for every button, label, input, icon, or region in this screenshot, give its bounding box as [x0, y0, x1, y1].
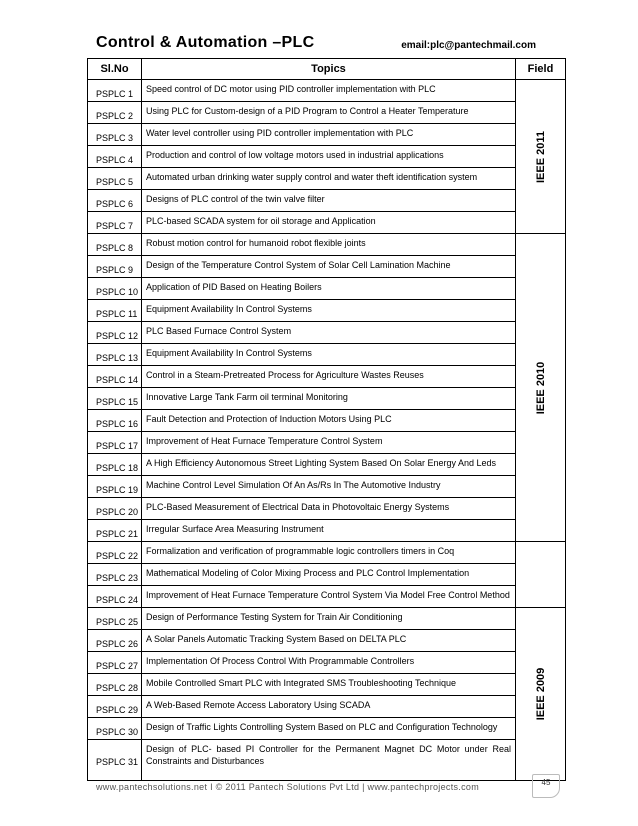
row-topic: A Web-Based Remote Access Laboratory Using SCADA	[142, 696, 516, 718]
row-slno: PSPLC 5	[88, 168, 142, 190]
row-slno: PSPLC 16	[88, 410, 142, 432]
column-header-slno: Sl.No	[88, 59, 142, 80]
row-topic: Design of PLC- based PI Controller for the Permanent Magnet DC Motor under Real Constraints and Disturbances	[142, 740, 516, 781]
row-topic: Equipment Availability In Control Systems	[142, 344, 516, 366]
table-row	[88, 652, 566, 674]
row-topic: Design of Performance Testing System for Train Air Conditioning	[142, 608, 516, 630]
table-row	[88, 388, 566, 410]
row-slno: PSPLC 24	[88, 586, 142, 608]
row-slno: PSPLC 18	[88, 454, 142, 476]
table-row	[88, 696, 566, 718]
table-row	[88, 278, 566, 300]
table-row	[88, 190, 566, 212]
row-topic: Fault Detection and Protection of Induction Motors Using PLC	[142, 410, 516, 432]
table-row	[88, 542, 566, 564]
field-cell	[516, 542, 566, 608]
row-topic: Control in a Steam-Pretreated Process for Agriculture Wastes Reuses	[142, 366, 516, 388]
row-topic: Formalization and verification of programmable logic controllers timers in Coq	[142, 542, 516, 564]
row-slno: PSPLC 13	[88, 344, 142, 366]
table-header-row	[88, 59, 566, 80]
table-row	[88, 608, 566, 630]
table-row	[88, 322, 566, 344]
page-header	[96, 34, 540, 58]
table-row	[88, 168, 566, 190]
field-cell	[516, 608, 566, 781]
table-row	[88, 432, 566, 454]
row-slno: PSPLC 7	[88, 212, 142, 234]
row-slno: PSPLC 17	[88, 432, 142, 454]
row-topic: Innovative Large Tank Farm oil terminal Monitoring	[142, 388, 516, 410]
table-row	[88, 102, 566, 124]
row-slno: PSPLC 19	[88, 476, 142, 498]
row-topic: A Solar Panels Automatic Tracking System Based on DELTA PLC	[142, 630, 516, 652]
table-row	[88, 630, 566, 652]
row-topic: Using PLC for Custom-design of a PID Program to Control a Heater Temperature	[142, 102, 516, 124]
row-slno: PSPLC 26	[88, 630, 142, 652]
table-row	[88, 344, 566, 366]
column-header-topics: Topics	[142, 59, 516, 80]
row-topic: Design of the Temperature Control System of Solar Cell Lamination Machine	[142, 256, 516, 278]
table-row	[88, 300, 566, 322]
table-row	[88, 80, 566, 102]
row-topic: Automated urban drinking water supply control and water theft identification system	[142, 168, 516, 190]
table-row	[88, 124, 566, 146]
table-row	[88, 410, 566, 432]
row-slno: PSPLC 30	[88, 718, 142, 740]
row-slno: PSPLC 9	[88, 256, 142, 278]
row-topic: Mathematical Modeling of Color Mixing Process and PLC Control Implementation	[142, 564, 516, 586]
row-slno: PSPLC 8	[88, 234, 142, 256]
table-row	[88, 476, 566, 498]
field-label: IEEE 2009	[534, 667, 547, 721]
row-slno: PSPLC 2	[88, 102, 142, 124]
row-topic: Production and control of low voltage motors used in industrial applications	[142, 146, 516, 168]
table-row	[88, 674, 566, 696]
row-topic: Equipment Availability In Control Systems	[142, 300, 516, 322]
row-slno: PSPLC 4	[88, 146, 142, 168]
row-topic: Water level controller using PID controller implementation with PLC	[142, 124, 516, 146]
table-row	[88, 564, 566, 586]
row-topic: Improvement of Heat Furnace Temperature Control System	[142, 432, 516, 454]
table-row	[88, 520, 566, 542]
page-number: 45	[532, 774, 560, 798]
page-footer: www.pantechsolutions.net I © 2011 Pantech Solutions Pvt Ltd | www.pantechprojects.com	[96, 782, 479, 792]
row-topic: A High Efficiency Autonomous Street Lighting System Based On Solar Energy And Leds	[142, 454, 516, 476]
table-row	[88, 586, 566, 608]
row-topic: Improvement of Heat Furnace Temperature Control System Via Model Free Control Method	[142, 586, 516, 608]
column-header-field: Field	[516, 59, 566, 80]
row-slno: PSPLC 14	[88, 366, 142, 388]
row-topic: PLC-based SCADA system for oil storage and Application	[142, 212, 516, 234]
row-slno: PSPLC 21	[88, 520, 142, 542]
row-slno: PSPLC 15	[88, 388, 142, 410]
row-slno: PSPLC 20	[88, 498, 142, 520]
row-slno: PSPLC 22	[88, 542, 142, 564]
row-slno: PSPLC 25	[88, 608, 142, 630]
table-row	[88, 740, 566, 781]
page-title: Control & Automation –PLC	[96, 34, 315, 51]
row-slno: PSPLC 1	[88, 80, 142, 102]
row-slno: PSPLC 11	[88, 300, 142, 322]
topics-table	[87, 58, 566, 781]
row-slno: PSPLC 10	[88, 278, 142, 300]
row-slno: PSPLC 3	[88, 124, 142, 146]
row-topic: Application of PID Based on Heating Boilers	[142, 278, 516, 300]
row-slno: PSPLC 28	[88, 674, 142, 696]
row-topic: PLC-Based Measurement of Electrical Data in Photovoltaic Energy Systems	[142, 498, 516, 520]
table-row	[88, 234, 566, 256]
contact-email: email:plc@pantechmail.com	[401, 40, 536, 51]
row-topic: Speed control of DC motor using PID controller implementation with PLC	[142, 80, 516, 102]
field-label: IEEE 2010	[534, 361, 547, 414]
field-label: IEEE 2011	[534, 130, 547, 183]
row-slno: PSPLC 12	[88, 322, 142, 344]
table-row	[88, 498, 566, 520]
row-topic: Irregular Surface Area Measuring Instrument	[142, 520, 516, 542]
table-row	[88, 256, 566, 278]
table-row	[88, 146, 566, 168]
row-topic: Mobile Controlled Smart PLC with Integrated SMS Troubleshooting Technique	[142, 674, 516, 696]
row-topic: Robust motion control for humanoid robot flexible joints	[142, 234, 516, 256]
table-row	[88, 454, 566, 476]
table-row	[88, 212, 566, 234]
table-row	[88, 718, 566, 740]
row-slno: PSPLC 6	[88, 190, 142, 212]
row-slno: PSPLC 31	[88, 740, 142, 781]
field-cell	[516, 234, 566, 542]
row-topic: Designs of PLC control of the twin valve filter	[142, 190, 516, 212]
row-topic: Machine Control Level Simulation Of An As/Rs In The Automotive Industry	[142, 476, 516, 498]
row-topic: PLC Based Furnace Control System	[142, 322, 516, 344]
field-cell	[516, 80, 566, 234]
row-slno: PSPLC 23	[88, 564, 142, 586]
row-topic: Implementation Of Process Control With Programmable Controllers	[142, 652, 516, 674]
row-slno: PSPLC 29	[88, 696, 142, 718]
row-topic: Design of Traffic Lights Controlling System Based on PLC and Configuration Technology	[142, 718, 516, 740]
table-row	[88, 366, 566, 388]
row-slno: PSPLC 27	[88, 652, 142, 674]
